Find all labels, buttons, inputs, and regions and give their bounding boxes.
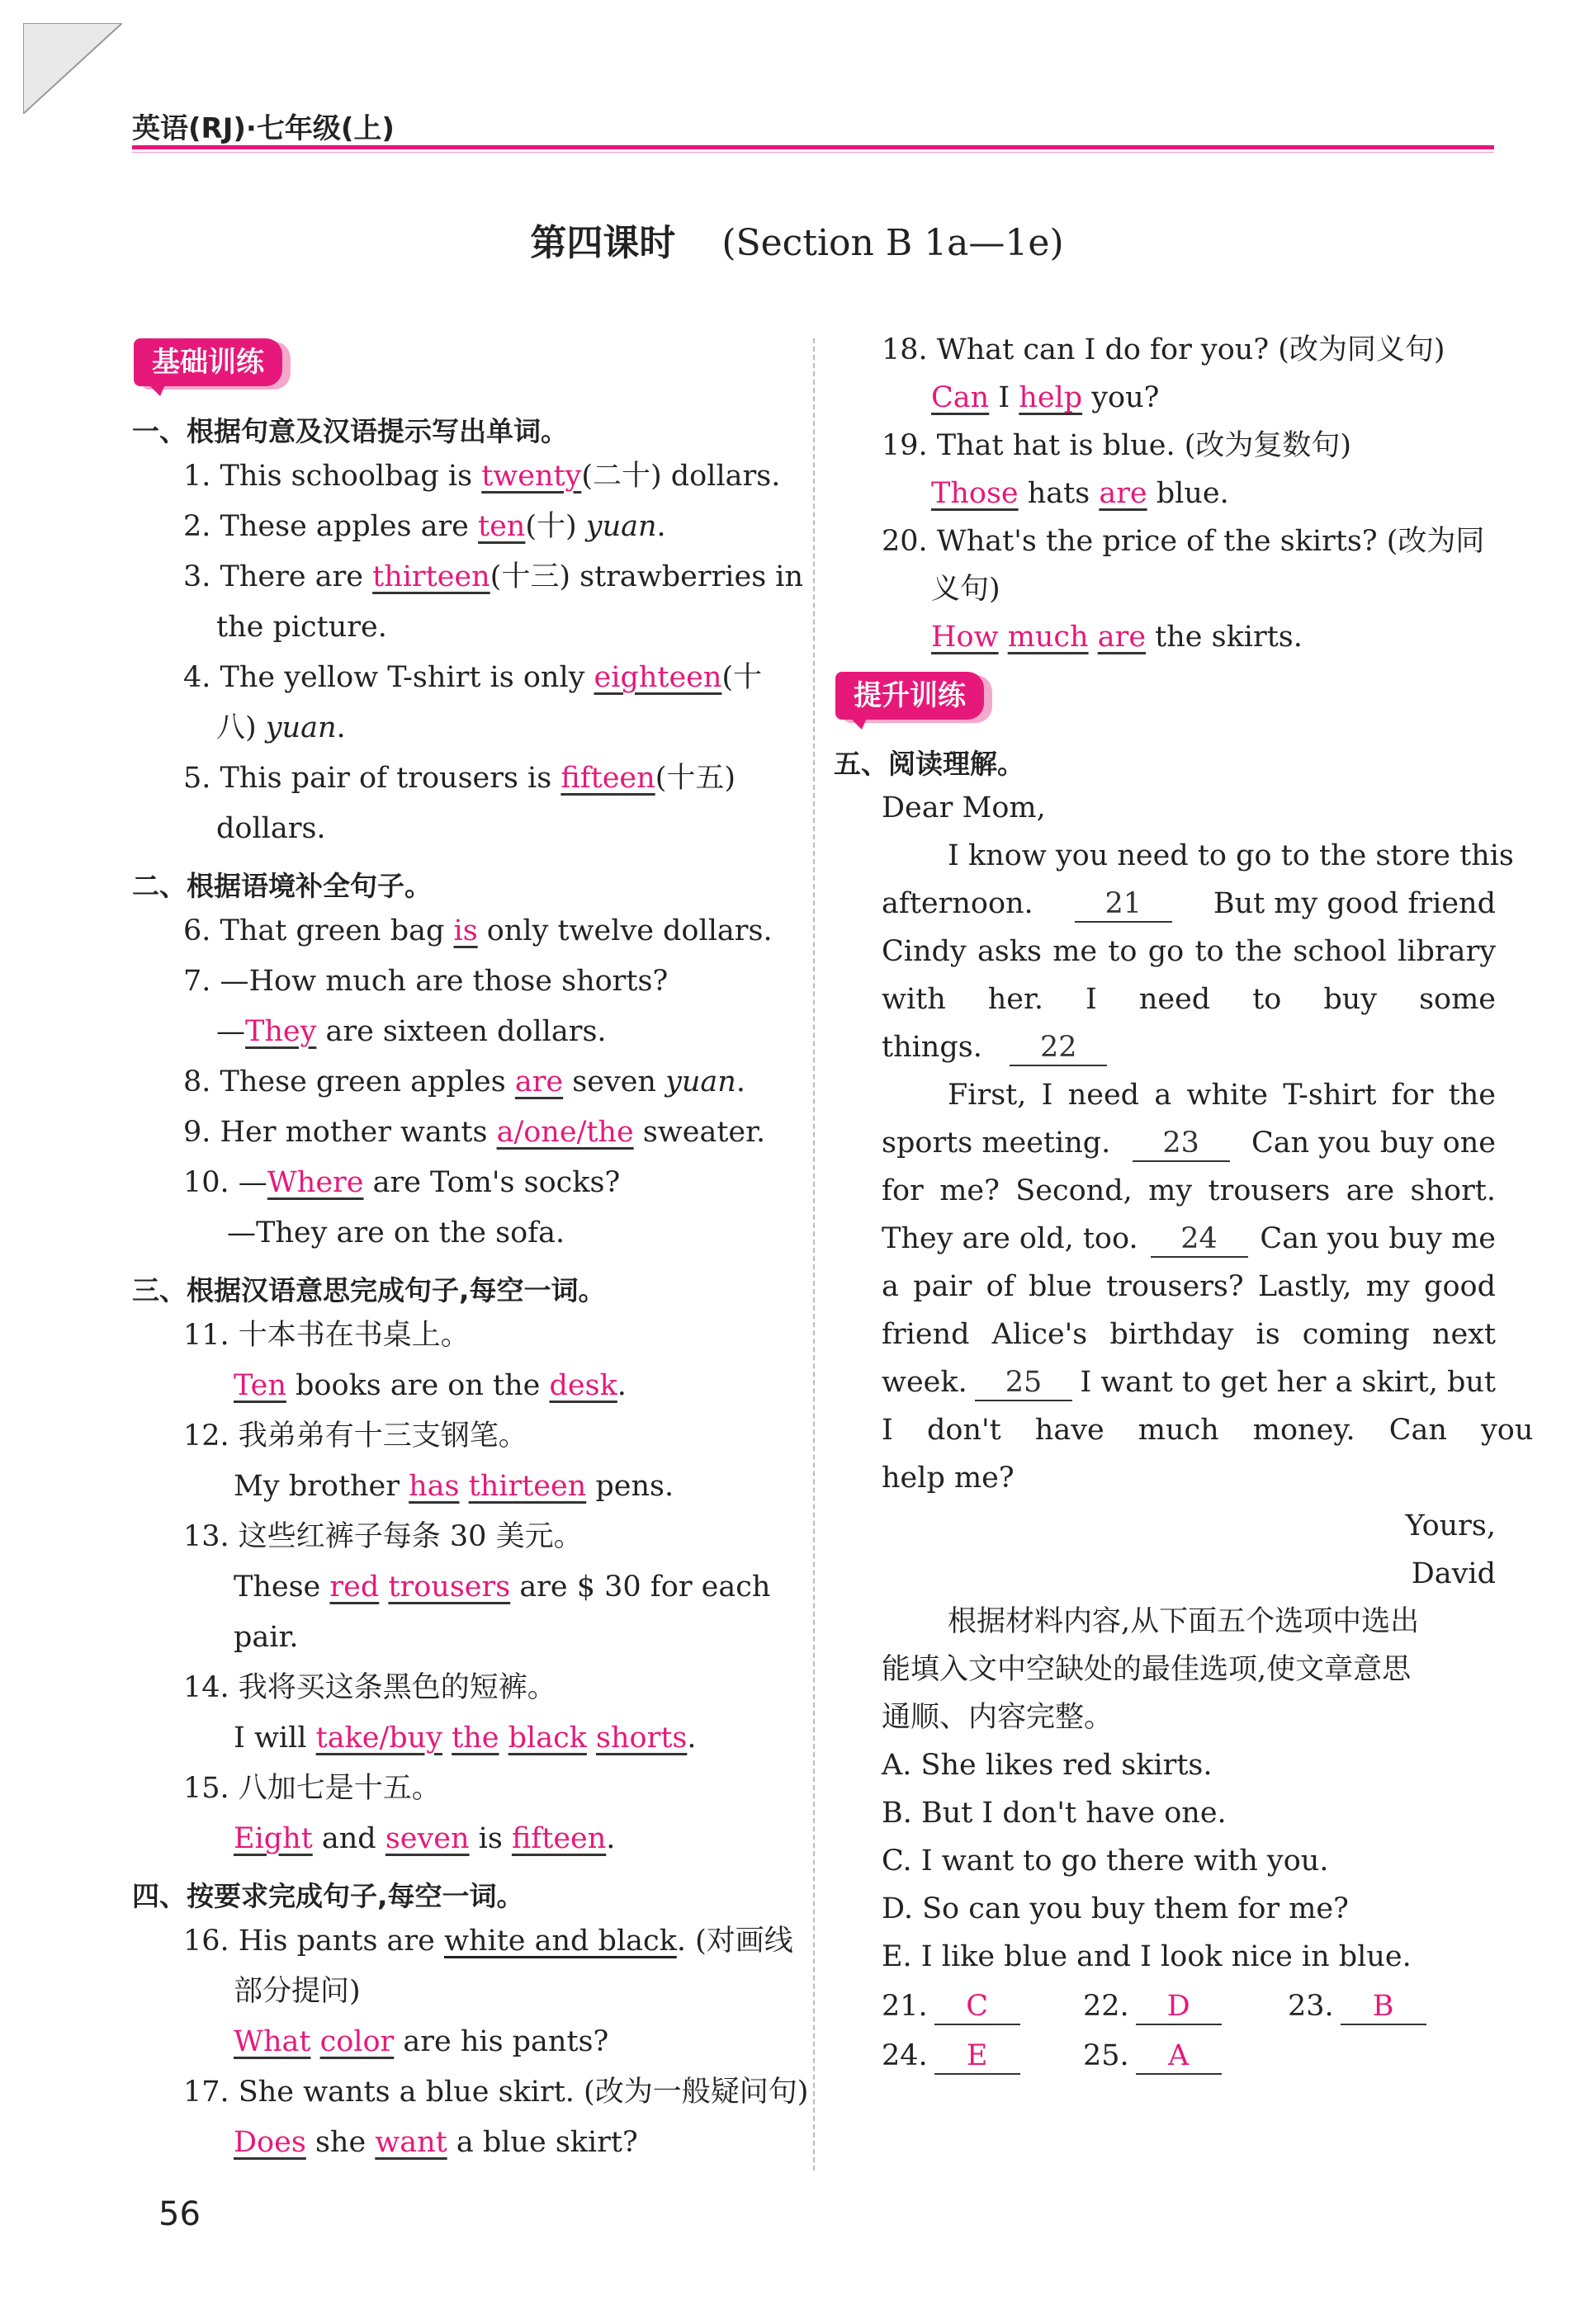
question-16-cont: 部分提问) xyxy=(234,1975,361,2008)
question-15-prompt: 15. 八加七是十五。 xyxy=(183,1772,441,1805)
letter-line: afternoon. 21 But my good friend xyxy=(882,886,1496,923)
question-1: 1. This schoolbag is twenty(二十) dollars. xyxy=(183,460,781,493)
answer: are xyxy=(1097,621,1147,654)
question-19: 19. That hat is blue. (改为复数句) xyxy=(882,429,1352,462)
question-10: 10. —Where are Tom's socks? xyxy=(183,1166,621,1199)
question-7: 7. —How much are those shorts? xyxy=(183,965,669,998)
question-8: 8. These green apples are seven yuan. xyxy=(183,1065,745,1098)
answer: Does xyxy=(234,2126,306,2159)
answer: seven xyxy=(385,1822,470,1855)
question-15-answer: Eight and seven is fifteen. xyxy=(234,1822,616,1855)
instruction-line: 能填入文中空缺处的最佳选项,使文章意思 xyxy=(882,1653,1412,1686)
question-18: 18. What can I do for you? (改为同义句) xyxy=(882,333,1445,366)
answer: thirteen xyxy=(372,560,490,593)
question-5-cont: dollars. xyxy=(216,812,326,845)
answer: ten xyxy=(478,510,526,543)
letter-line: I know you need to go to the store this xyxy=(948,839,1514,872)
letter-line: First, I need a white T-shirt for the xyxy=(948,1079,1496,1112)
answer: fifteen xyxy=(511,1822,607,1855)
option-c: C. I want to go there with you. xyxy=(882,1845,1329,1878)
letter-line: help me? xyxy=(882,1462,1015,1495)
question-10-reply: —They are on the sofa. xyxy=(227,1216,565,1249)
blank-22: 22 xyxy=(1010,1030,1107,1066)
section-heading-3: 三、根据汉语意思完成句子,每空一词。 xyxy=(132,1274,606,1306)
running-header: 英语(RJ)·七年级(上) xyxy=(132,112,395,145)
answer: take/buy xyxy=(315,1722,442,1755)
option-d: D. So can you buy them for me? xyxy=(882,1892,1349,1925)
question-14-prompt: 14. 我将买这条黑色的短裤。 xyxy=(183,1671,556,1704)
answer: Where xyxy=(267,1166,364,1199)
column-divider xyxy=(813,338,815,2170)
question-13-prompt: 13. 这些红裤子每条 30 美元。 xyxy=(183,1520,583,1553)
answer: twenty xyxy=(481,460,582,493)
answer: Ten xyxy=(234,1369,286,1402)
answer: thirteen xyxy=(468,1470,587,1503)
question-4-cont: 八) yuan. xyxy=(216,711,346,744)
question-4: 4. The yellow T-shirt is only eighteen(十 xyxy=(183,661,763,694)
answer: Those xyxy=(931,477,1019,510)
instruction-line: 根据材料内容,从下面五个选项中选出 xyxy=(948,1605,1420,1638)
letter-line: with her. I need to buy some xyxy=(882,983,1496,1016)
letter-line: friend Alice's birthday is coming next xyxy=(882,1318,1496,1351)
underlined-phrase: white and black xyxy=(444,1925,677,1958)
letter-greeting: Dear Mom, xyxy=(882,791,1046,824)
question-18-answer: Can I help you? xyxy=(931,381,1160,414)
question-19-answer: Those hats are blue. xyxy=(931,477,1229,510)
answer: eighteen xyxy=(594,661,722,694)
question-20-cont: 义句) xyxy=(931,573,1000,606)
answer-21: 21. C xyxy=(882,1989,1020,2025)
section-heading-4: 四、按要求完成句子,每空一词。 xyxy=(132,1880,524,1912)
question-20: 20. What's the price of the skirts? (改为同 xyxy=(882,525,1485,558)
question-3: 3. There are thirteen(十三) strawberries in xyxy=(183,560,804,593)
section-range: (Section B 1a—1e) xyxy=(721,222,1064,264)
letter-line: Cindy asks me to go to the school library xyxy=(882,935,1496,968)
header-rule-thin xyxy=(132,152,1494,153)
answer: want xyxy=(375,2126,447,2159)
answer: has xyxy=(409,1470,460,1503)
section-heading-5: 五、阅读理解。 xyxy=(834,748,1024,780)
answer: red xyxy=(329,1571,380,1604)
letter-line: sports meeting. 23 Can you buy one xyxy=(882,1126,1496,1162)
question-12-answer: My brother has thirteen pens. xyxy=(234,1470,674,1503)
answer: a/one/the xyxy=(496,1116,634,1149)
answer-22: 22. D xyxy=(1083,1989,1222,2025)
option-a: A. She likes red skirts. xyxy=(882,1749,1213,1782)
question-16-answer: What color are his pants? xyxy=(234,2025,609,2058)
letter-line: I don't have much money. Can you xyxy=(882,1414,1534,1447)
option-e: E. I like blue and I look nice in blue. xyxy=(882,1940,1412,1973)
answer: is xyxy=(453,914,478,947)
advanced-training-badge: 提升训练 xyxy=(835,672,984,720)
answer: trousers xyxy=(388,1571,511,1604)
letter-line: They are old, too. 24 Can you buy me xyxy=(882,1221,1496,1258)
question-7-reply: —They are sixteen dollars. xyxy=(216,1015,607,1048)
option-b: B. But I don't have one. xyxy=(882,1797,1227,1830)
answer-25: 25. A xyxy=(1083,2038,1222,2075)
letter-line: week. 25 I want to get her a skirt, but xyxy=(882,1365,1496,1401)
answer: desk xyxy=(549,1369,617,1402)
answer: black xyxy=(508,1722,587,1755)
header-rule xyxy=(132,145,1494,149)
answer: Eight xyxy=(234,1822,313,1855)
answer: are xyxy=(1099,477,1147,510)
blank-24: 24 xyxy=(1151,1221,1248,1258)
question-9: 9. Her mother wants a/one/the sweater. xyxy=(183,1116,766,1149)
letter-line: things. 22 xyxy=(882,1030,1107,1066)
question-12-prompt: 12. 我弟弟有十三支钢笔。 xyxy=(183,1419,527,1452)
blank-21: 21 xyxy=(1075,886,1172,923)
letter-line: a pair of blue trousers? Lastly, my good xyxy=(882,1270,1496,1303)
page-curl-corner xyxy=(23,23,122,114)
question-16: 16. His pants are white and black. (对画线 xyxy=(183,1925,793,1958)
page-title xyxy=(0,213,1594,266)
answer: How xyxy=(931,621,999,654)
lesson-title: 第四课时 xyxy=(530,222,676,264)
answer: much xyxy=(1007,621,1089,654)
question-14-answer: I will take/buy the black shorts. xyxy=(234,1722,697,1755)
question-17: 17. She wants a blue skirt. (改为一般疑问句) xyxy=(183,2076,809,2109)
question-17-answer: Does she want a blue skirt? xyxy=(234,2126,638,2159)
letter-closing: Yours, xyxy=(1405,1509,1496,1542)
answer: color xyxy=(319,2025,395,2058)
question-20-answer: How much are the skirts. xyxy=(931,621,1303,654)
answer: fifteen xyxy=(561,762,655,795)
question-3-cont: the picture. xyxy=(216,611,387,644)
question-2: 2. These apples are ten(十) yuan. xyxy=(183,510,666,543)
question-6: 6. That green bag is only twelve dollars. xyxy=(183,914,773,947)
question-13-answer: These red trousers are $ 30 for each xyxy=(234,1571,771,1604)
page-number: 56 xyxy=(158,2195,201,2233)
answer: They xyxy=(245,1015,317,1048)
blank-23: 23 xyxy=(1133,1126,1230,1162)
question-13-cont: pair. xyxy=(234,1621,299,1654)
answer: are xyxy=(514,1065,564,1098)
basic-training-badge: 基础训练 xyxy=(134,338,282,386)
answer-24: 24. E xyxy=(882,2038,1020,2075)
question-5: 5. This pair of trousers is fifteen(十五) xyxy=(183,762,736,795)
section-heading-2: 二、根据语境补全句子。 xyxy=(132,870,432,902)
question-11-answer: Ten books are on the desk. xyxy=(234,1369,627,1402)
section-heading-1: 一、根据句意及汉语提示写出单词。 xyxy=(132,415,568,447)
blank-25: 25 xyxy=(975,1365,1072,1401)
answer-23: 23. B xyxy=(1288,1989,1426,2025)
answer: the xyxy=(452,1722,499,1755)
letter-line: for me? Second, my trousers are short. xyxy=(882,1174,1496,1207)
letter-signature: David xyxy=(1411,1557,1496,1590)
answer: What xyxy=(234,2025,311,2058)
answer: Can xyxy=(931,381,990,414)
answer: help xyxy=(1019,381,1083,414)
question-11-prompt: 11. 十本书在书桌上。 xyxy=(183,1319,470,1352)
answer: shorts xyxy=(596,1722,688,1755)
instruction-line: 通顺、内容完整。 xyxy=(882,1701,1114,1734)
